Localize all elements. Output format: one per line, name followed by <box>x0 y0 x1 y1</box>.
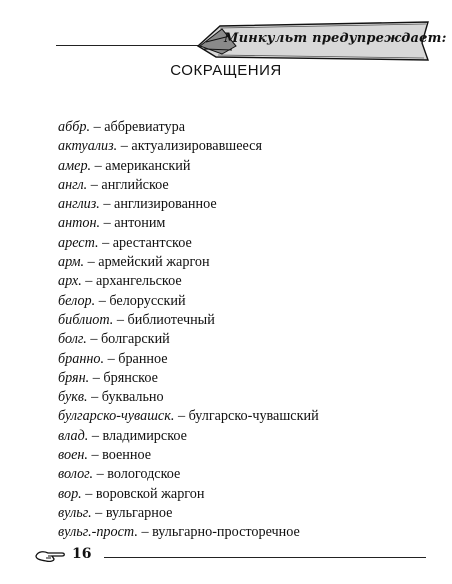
meaning: арестантское <box>112 234 192 251</box>
list-item <box>58 388 319 407</box>
list-item <box>58 214 319 233</box>
dash-separator: – <box>91 504 106 521</box>
abbreviation: арм. <box>58 254 85 271</box>
dash-separator: – <box>100 215 115 232</box>
dash-separator: – <box>87 389 102 406</box>
meaning: белорусский <box>109 292 186 309</box>
footer-rule <box>104 557 426 558</box>
meaning: брянское <box>103 369 158 386</box>
abbreviation: вульг. <box>58 504 92 521</box>
list-item <box>58 350 319 369</box>
meaning: бранное <box>118 350 168 367</box>
abbreviation: антон. <box>58 215 101 232</box>
meaning: армейский жаргон <box>98 254 210 271</box>
meaning: вульгарно-просторечное <box>152 524 300 541</box>
abbreviation: англ. <box>58 176 88 193</box>
meaning: буквально <box>101 389 164 406</box>
list-item <box>58 292 319 311</box>
abbreviation: влад. <box>58 427 89 444</box>
abbreviation: арх. <box>58 273 82 290</box>
dash-separator: – <box>81 273 96 290</box>
page-title: СОКРАЩЕНИЯ <box>170 62 282 79</box>
meaning: вульгарное <box>105 504 173 521</box>
meaning: архангельское <box>95 273 182 290</box>
abbreviation: булгарско-чувашск. <box>58 408 175 425</box>
abbreviation: волог. <box>58 466 94 483</box>
dash-separator: – <box>95 292 110 309</box>
list-item <box>58 137 319 156</box>
dash-separator: – <box>174 408 189 425</box>
meaning: англизированное <box>114 196 217 213</box>
meaning: антоним <box>114 215 166 232</box>
dash-separator: – <box>87 447 103 464</box>
header-rule <box>56 45 206 46</box>
meaning: американский <box>105 157 191 174</box>
abbreviation: арест. <box>58 234 99 251</box>
list-item <box>58 195 319 214</box>
meaning: болгарский <box>100 331 170 348</box>
list-item <box>58 407 319 426</box>
meaning: английское <box>101 176 169 193</box>
list-item <box>58 369 319 388</box>
dash-separator: – <box>117 138 132 155</box>
list-item <box>58 485 319 504</box>
dash-separator: – <box>84 254 99 271</box>
abbreviation: вульг.-прост. <box>58 524 138 541</box>
dash-separator: – <box>91 157 106 174</box>
abbreviation: вор. <box>58 485 82 502</box>
list-item <box>58 504 319 523</box>
dash-separator: – <box>113 311 128 328</box>
meaning: военное <box>102 447 152 464</box>
meaning: актуализировавшееся <box>131 138 262 155</box>
meaning: вологодское <box>107 466 181 483</box>
abbreviation: букв. <box>58 389 88 406</box>
list-item <box>58 446 319 465</box>
banner-text: Минкульт предупреждает: <box>224 31 447 46</box>
list-item <box>58 330 319 349</box>
list-item <box>58 118 319 137</box>
dash-separator: – <box>93 466 108 483</box>
abbreviation: актуализ. <box>58 138 118 155</box>
page-number: 16 <box>72 546 92 562</box>
abbreviation: воен. <box>58 447 88 464</box>
dash-separator: – <box>87 176 102 193</box>
dash-separator: – <box>88 427 103 444</box>
meaning: воровской жаргон <box>95 485 205 502</box>
list-item <box>58 157 319 176</box>
list-item <box>58 253 319 272</box>
list-item <box>58 272 319 291</box>
abbreviation: брян. <box>58 369 90 386</box>
dash-separator: – <box>137 524 153 541</box>
dash-separator: – <box>99 196 115 213</box>
dash-separator: – <box>104 350 119 367</box>
abbreviation: аббр. <box>58 119 91 135</box>
list-item <box>58 311 319 330</box>
dash-separator: – <box>89 369 104 386</box>
dash-separator: – <box>86 331 101 348</box>
abbreviation: белор. <box>58 292 96 309</box>
list-item <box>58 523 319 542</box>
dash-separator: – <box>81 485 96 502</box>
abbreviation: болг. <box>58 331 87 348</box>
meaning: библиотечный <box>127 311 215 328</box>
meaning: владимирское <box>102 427 187 444</box>
hand-pointer-icon <box>34 548 66 564</box>
abbreviation: амер. <box>58 157 92 174</box>
list-item <box>58 427 319 446</box>
abbreviation-list <box>58 118 319 543</box>
abbreviation: библиот. <box>58 311 114 328</box>
meaning: аббревиатура <box>104 119 186 135</box>
abbreviation: бранно. <box>58 350 105 367</box>
dash-separator: – <box>98 234 113 251</box>
list-item <box>58 234 319 253</box>
list-item <box>58 465 319 484</box>
header-banner <box>196 16 447 66</box>
abbreviation: англиз. <box>58 196 100 213</box>
list-item <box>58 176 319 195</box>
dash-separator: – <box>90 119 105 135</box>
meaning: булгарско-чувашский <box>188 408 319 425</box>
